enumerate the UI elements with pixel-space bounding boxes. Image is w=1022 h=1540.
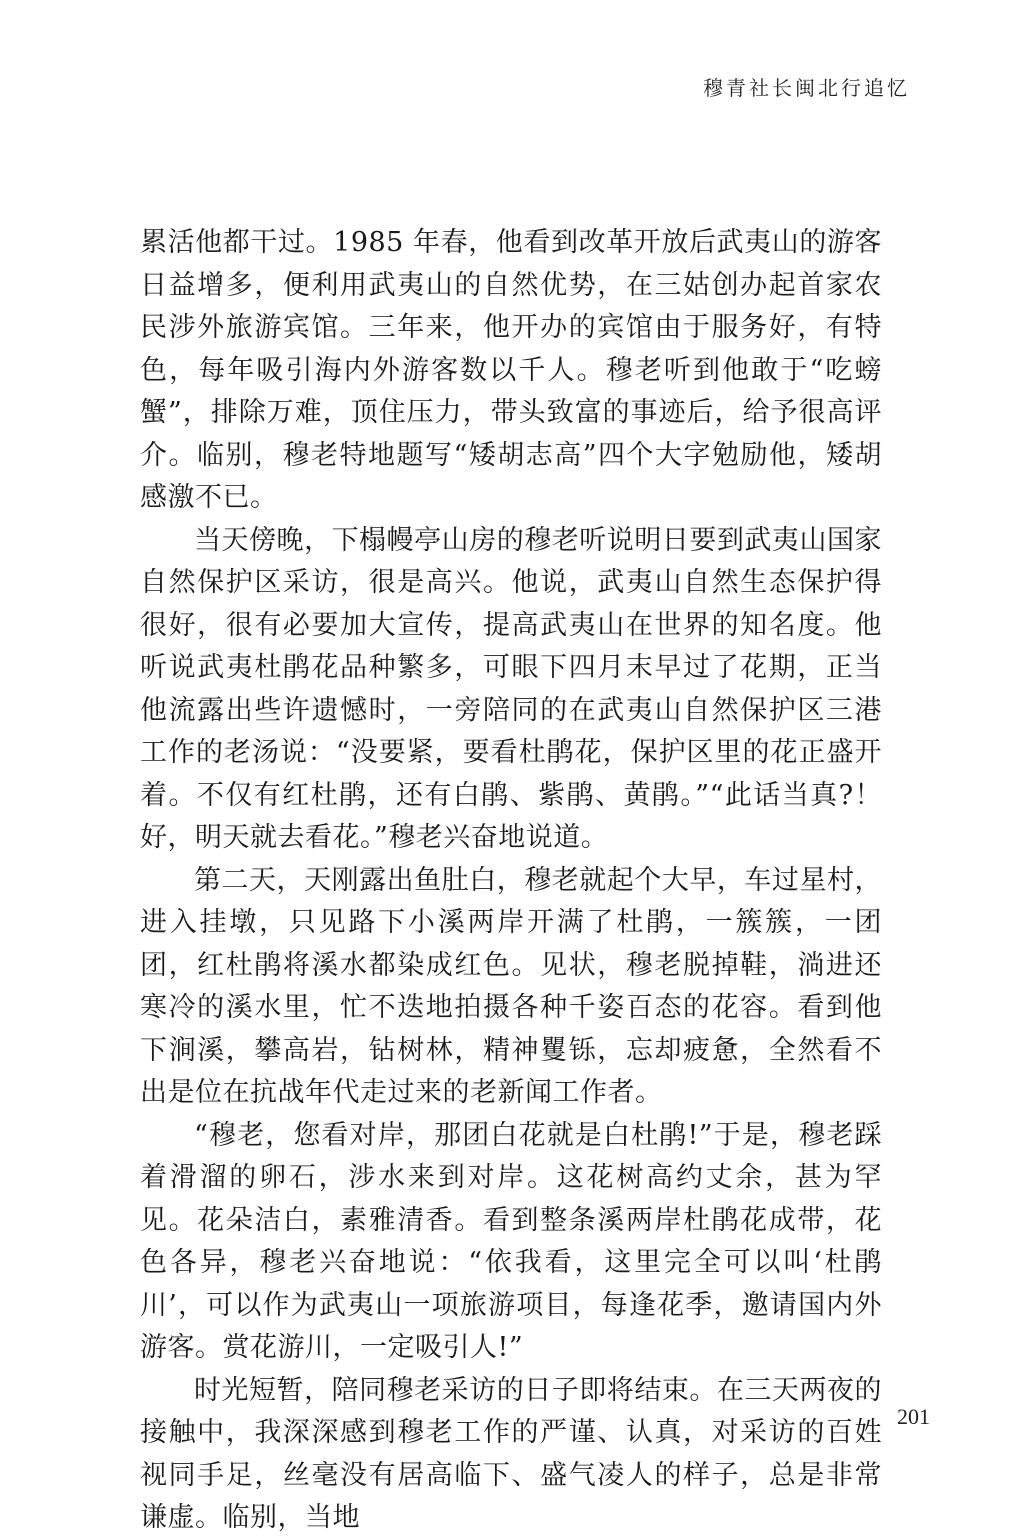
running-head-title: 穆青社长闽北行追忆 [703, 76, 910, 100]
paragraph-continued: 累活他都干过。1985 年春，他看到改革开放后武夷山的游客日益增多，便利用武夷山的自然优势，在三姑创办起首家农民涉外旅游宾馆。三年来，他开办的宾馆由于服务好，有特色，每年吸引海内外游客数以千人。穆老听到他敢于“吃螃蟹”，排除万难，顶住压力，带头致富的事迹后，给予很高评介。临别，穆老特地题写“矮胡志高”四个大字勉励他，矮胡感激不已。 [140, 227, 882, 513]
paragraph: 时光短暂，陪同穆老采访的日子即将结束。在三天两夜的接触中，我深深感到穆老工作的严谨、认真，对采访的百姓视同手足，丝毫没有居高临下、盛气凌人的样子，总是非常谦虚。临别，当地 [140, 1374, 882, 1533]
paragraph: 第二天，天刚露出鱼肚白，穆老就起个大早，车过星村，进入挂墩，只见路下小溪两岸开满了杜鹃，一簇簇，一团团，红杜鹃将溪水都染成红色。见状，穆老脱掉鞋，淌进还寒冷的溪水里，忙不迭地拍摄各种千姿百态的花容。看到他下涧溪，攀高岩，钻树林，精神矍铄，忘却疲惫，全然看不出是位在抗战年代走过来的老新闻工作者。 [140, 864, 882, 1108]
body-text [140, 222, 882, 1540]
page-number: 201 [897, 1404, 930, 1429]
paragraph: 当天傍晚，下榻幔亭山房的穆老听说明日要到武夷山国家自然保护区采访，很是高兴。他说，武夷山自然生态保护得很好，很有必要加大宣传，提高武夷山在世界的知名度。他听说武夷杜鹃花品种繁多，可眼下四月末早过了花期，正当他流露出些许遗憾时，一旁陪同的在武夷山自然保护区三港工作的老汤说：“没要紧，要看杜鹃花，保护区里的花正盛开着。不仅有红杜鹃，还有白鹃、紫鹃、黄鹃。”“此话当真?！好，明天就去看花。”穆老兴奋地说道。 [140, 524, 882, 853]
paragraph: “穆老，您看对岸，那团白花就是白杜鹃!”于是，穆老踩着滑溜的卵石，涉水来到对岸。这花树高约丈余，甚为罕见。花朵洁白，素雅清香。看到整条溪两岸杜鹃花成带，花色各异，穆老兴奋地说：“依我看，这里完全可以叫‘杜鹃川’，可以作为武夷山一项旅游项目，每逢花季，邀请国内外游客。赏花游川，一定吸引人!” [140, 1119, 882, 1363]
